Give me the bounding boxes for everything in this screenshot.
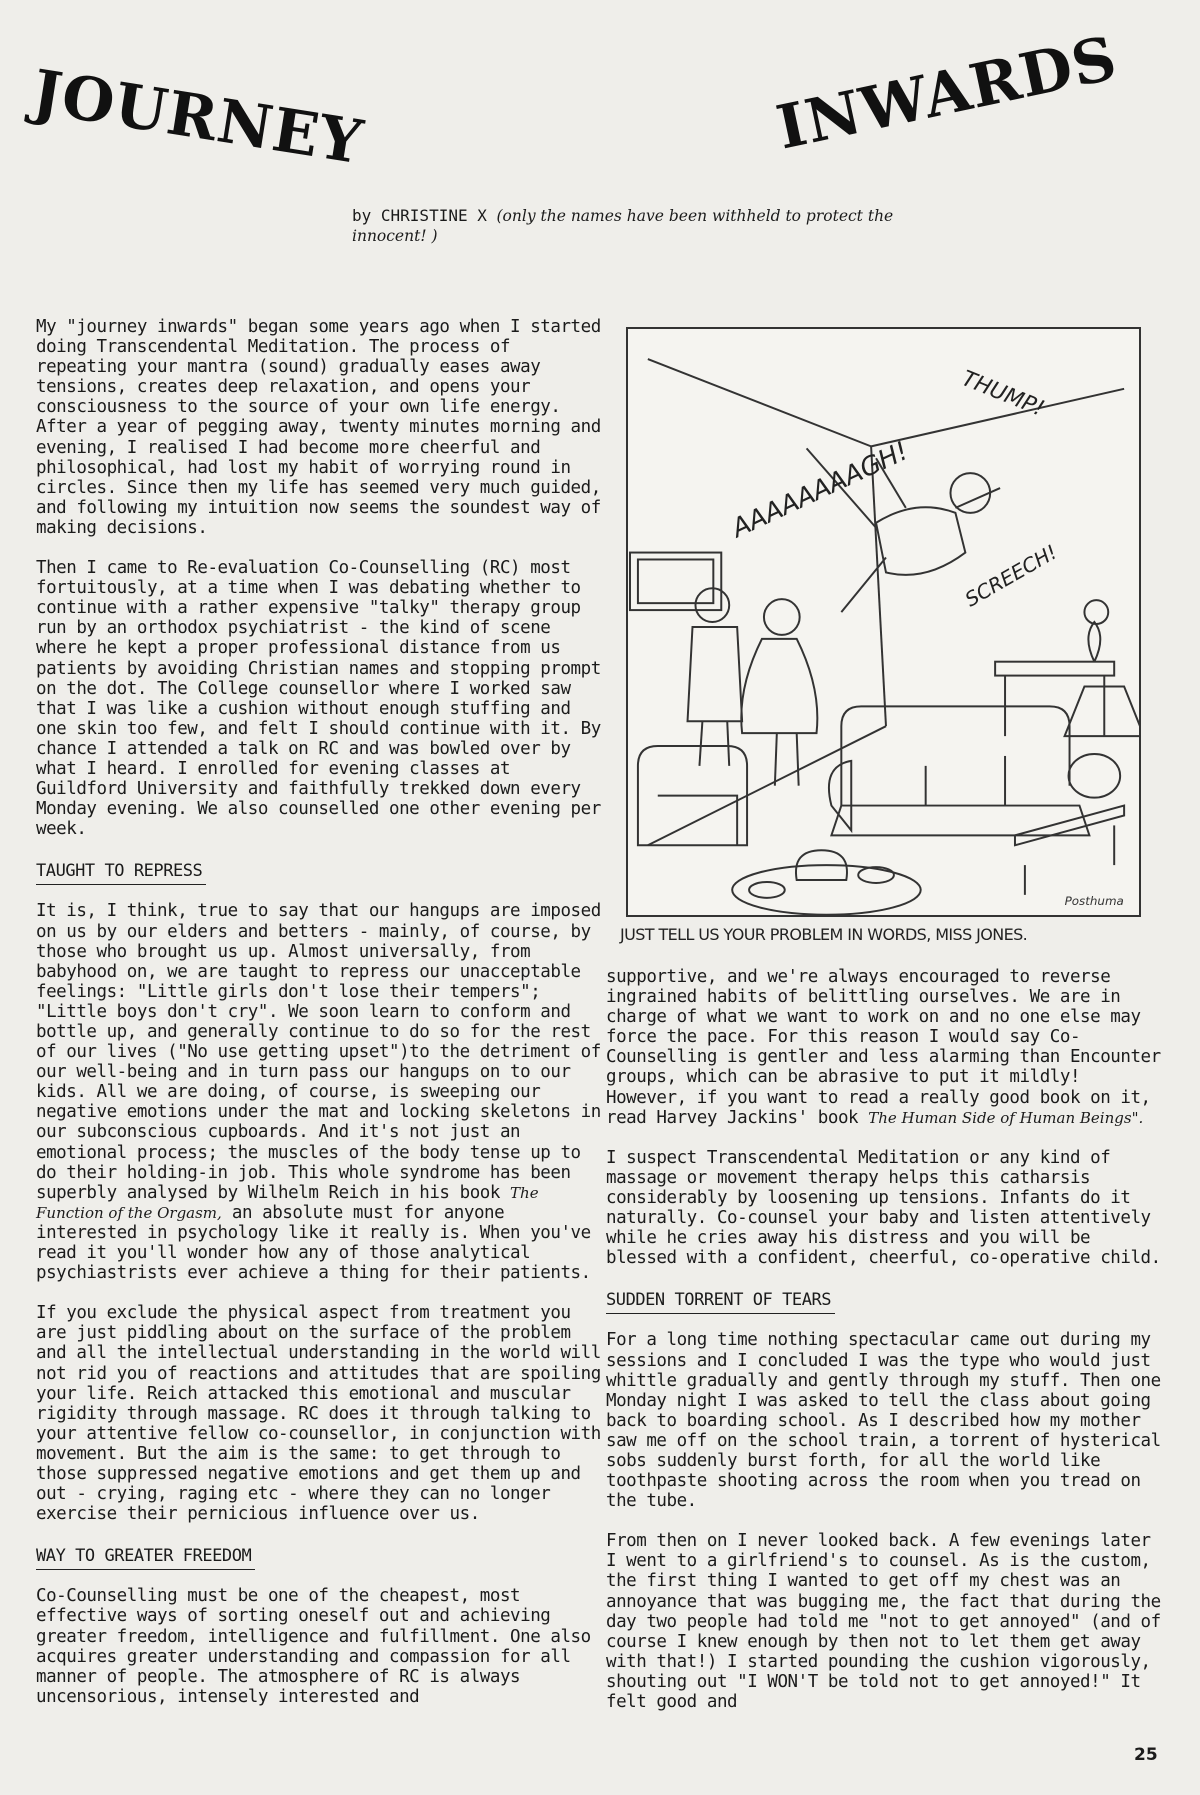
book-title: The Function of the Orgasm, (36, 1183, 539, 1222)
paragraph: For a long time nothing spectacular came out during my sessions and I concluded I was the type who would just whittle gradually and gently through my stuff. Then one Monday night I was asked to tell the class about going back to boarding school. As I described how my mother saw me off on the school train, a torrent of hysterical sobs suddenly burst forth, for all the world like toothpaste shooting across the room when you tread on the tube. (606, 1330, 1161, 1512)
title-word-inwards: INWARDS (770, 23, 1124, 164)
page-number: 25 (1134, 1745, 1158, 1765)
subheading-sudden-torrent-of-tears: SUDDEN TORRENT OF TEARS (606, 1290, 835, 1314)
cartoon-illustration (626, 327, 1141, 917)
cartoon-scream: AAAAAAAAGH! (727, 436, 914, 545)
subheading-taught-to-repress: TAUGHT TO REPRESS (36, 861, 206, 885)
paragraph: If you exclude the physical aspect from treatment you are just piddling about on the surface of the problem and all the intellectual understanding in the world will not rid you of reactions and attitudes that are spoiling your life. Reich attacked this emotional and muscular rigidity through massage. RC does it through talking to your attentive fellow co-counsellor, in conjunction with movement. But the aim is the same: to get through to those suppressed negative emotions and get them up and out - crying, raging etc - where they can no longer exercise their pernicious influence over us. (36, 1303, 601, 1525)
left-column (36, 317, 602, 1727)
byline-note: (only the names have been withheld to protect the innocent! ) (352, 207, 894, 245)
paragraph: Then I came to Re-evaluation Co-Counselling (RC) most fortuitously, at a time when I was debating whether to continue with a rather expensive "talky" therapy group run by an orthodox psychiatrist - the kind of scene where he kept a proper professional distance from us patients by avoiding Christian names and stopping prompt on the dot. The College counsellor where I worked saw that I was like a cushion without enough stuffing and one skin too few, and felt I should continue with it. By chance I attended a talk on RC and was bowled over by what I heard. I enrolled for evening classes at Guildford University and faithfully trekked down every Monday evening. We also counselled one other evening per week. (36, 558, 601, 840)
cartoon-caption: JUST TELL US YOUR PROBLEM IN WORDS, MISS JONES. (620, 925, 1028, 944)
book-title: The Human Side of Human Beings". (868, 1108, 1144, 1127)
paragraph: From then on I never looked back. A few evenings later I went to a girlfriend's to counsel. As is the custom, the first thing I wanted to get off my chest was an annoyance that was bugging me, the fact that during the day two people had told me "not to get annoyed" (and of course I knew enough by then not to let them get away with that!) I started pounding the cushion vigorously, shouting out "I WON'T be told not to get annoyed!" It felt good and (606, 1531, 1161, 1712)
byline-author: by CHRISTINE X (352, 206, 487, 225)
byline (352, 206, 912, 246)
paragraph: I suspect Transcendental Meditation or any kind of massage or movement therapy helps this catharsis considerably by loosening up tensions. Infants do it naturally. Co-counsel your baby and listen attentively while he cries away his distress and you will be blessed with a confident, cheerful, co-operative child. (606, 1147, 1161, 1269)
paragraph: It is, I think, true to say that our hangups are imposed on us by our elders and betters - mainly, of course, by those who brought us up. Almost universally, from babyhood on, we are taught to repress our unacceptable feelings: "Little girls don't lose their tempers"; "Little boys don't cry". We soon learn to conform and bottle up, and generally continue to do so for the rest of our lives ("No use getting upset")to the detriment of our well-being and in turn pass our hangups on to our kids. All we are doing, of course, is sweeping our negative emotions under the mat and locking skeletons in our subconscious cupboards. And it's not just an emotional process; the muscles of the body tense up to do their holding-in job. This whole syndrome has been superbly analysed by Wilhelm Reich in his book The Function of the Orgasm, an absolute must for anyone interested in psychology like it really is. When you've read it you'll wonder how any of those analytical psychiastrists ever achieve a thing for their patients. (36, 901, 601, 1284)
cartoon-signature: Posthuma (1064, 893, 1124, 908)
cartoon-thump: THUMP! (958, 366, 1048, 422)
paragraph: My "journey inwards" began some years ago when I started doing Transcendental Meditation. The process of repeating your mantra (sound) gradually eases away tensions, creates deep relaxation, and opens your consciousness to the source of your own life energy. After a year of pegging away, twenty minutes morning and evening, I realised I had become more cheerful and philosophical, had lost my habit of worrying round in circles. Since then my life has seemed very much guided, and following my intuition now seems the soundest way of making decisions. (36, 317, 601, 538)
subheading-way-to-greater-freedom: WAY TO GREATER FREEDOM (36, 1546, 255, 1570)
cartoon-screech: SCREECH! (961, 540, 1062, 612)
paragraph: supportive, and we're always encouraged to reverse ingrained habits of belittling ourselves. We are in charge of what we want to work on and no one else may force the pace. For this reason I would say Co-Counselling is gentler and less alarming than Encounter groups, which can be abrasive to put it mildly! However, if you want to read a really good book on it, read Harvey Jackins' book The Human Side of Human Beings". (606, 967, 1161, 1128)
paragraph: Co-Counselling must be one of the cheapest, most effective ways of sorting oneself out and achieving greater freedom, intelligence and fulfillment. One also acquires greater understanding and compassion for all manner of people. The atmosphere of RC is always uncensorious, intensely interested and (36, 1586, 591, 1707)
right-column (606, 967, 1162, 1732)
title-word-journey: JOURNEY (27, 57, 368, 179)
